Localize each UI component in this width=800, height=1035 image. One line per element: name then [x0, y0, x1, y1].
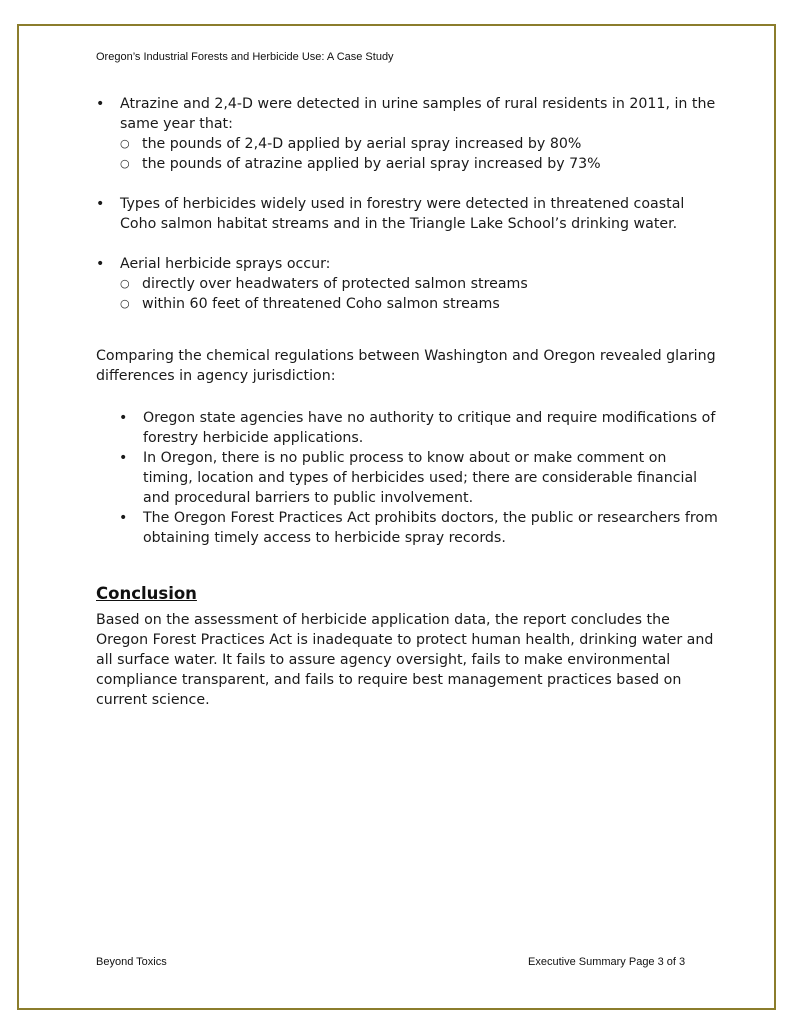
sub-list-item — [96, 134, 716, 154]
finding-text: Atrazine and 2,4-D were detected in urine samples of rural residents in 2011, in the same year that: — [120, 96, 716, 132]
sub-list-item — [96, 294, 716, 314]
sub-list-item — [96, 154, 716, 174]
circle-bullet-icon: ○ — [120, 137, 130, 150]
list-item — [96, 254, 716, 314]
list-item — [119, 508, 719, 548]
bullet-icon: • — [119, 510, 128, 526]
bullet-icon: • — [119, 450, 128, 466]
conclusion-text: Based on the assessment of herbicide application data, the report concludes the Oregon Forest Practices Act is inadequate to protect human health, drinking water and all surface water. It fails to assure agency oversight, fails to make environmental compliance transparent, and fails to require best management practices based on current science. — [96, 612, 714, 708]
list-item — [119, 408, 719, 448]
bullet-icon: • — [119, 410, 128, 426]
bullet-icon: • — [96, 256, 105, 272]
list-item — [96, 194, 716, 234]
footer-organization: Beyond Toxics — [96, 956, 167, 968]
sub-item-text: the pounds of 2,4-D applied by aerial spray increased by 80% — [142, 136, 582, 152]
sub-item-text: within 60 feet of threatened Coho salmon streams — [142, 296, 500, 312]
list-item — [119, 448, 719, 508]
sub-item-text: directly over headwaters of protected salmon streams — [142, 276, 528, 292]
page-header: Oregon’s Industrial Forests and Herbicide Use: A Case Study — [96, 51, 394, 63]
spacer — [96, 234, 716, 254]
comparison-item-text: Oregon state agencies have no authority to critique and require modifications of forestry herbicide applications. — [143, 410, 716, 446]
circle-bullet-icon: ○ — [120, 157, 130, 170]
finding-text: Aerial herbicide sprays occur: — [120, 256, 331, 272]
spacer — [96, 174, 716, 194]
circle-bullet-icon: ○ — [120, 297, 130, 310]
bullet-icon: • — [96, 96, 105, 112]
sub-list-item — [96, 274, 716, 294]
bullet-icon: • — [96, 196, 105, 212]
conclusion-heading: Conclusion — [96, 584, 197, 603]
comparison-item-text: In Oregon, there is no public process to know about or make comment on timing, location and types of herbicides used; there are considerable financial and procedural barriers to public involvement. — [143, 450, 698, 506]
findings-list — [96, 94, 716, 314]
comparison-intro: Comparing the chemical regulations between Washington and Oregon revealed glaring differences in agency jurisdiction: — [96, 348, 716, 384]
finding-text: Types of herbicides widely used in forestry were detected in threatened coastal Coho salmon habitat streams and in the Triangle Lake School’s drinking water. — [120, 196, 685, 232]
circle-bullet-icon: ○ — [120, 277, 130, 290]
footer-page-number: Executive Summary Page 3 of 3 — [528, 956, 686, 968]
list-item — [96, 94, 716, 174]
comparison-list — [119, 408, 719, 548]
page-border — [17, 24, 776, 1010]
comparison-item-text: The Oregon Forest Practices Act prohibits doctors, the public or researchers from obtaining timely access to herbicide spray records. — [143, 510, 718, 546]
sub-item-text: the pounds of atrazine applied by aerial spray increased by 73% — [142, 156, 601, 172]
